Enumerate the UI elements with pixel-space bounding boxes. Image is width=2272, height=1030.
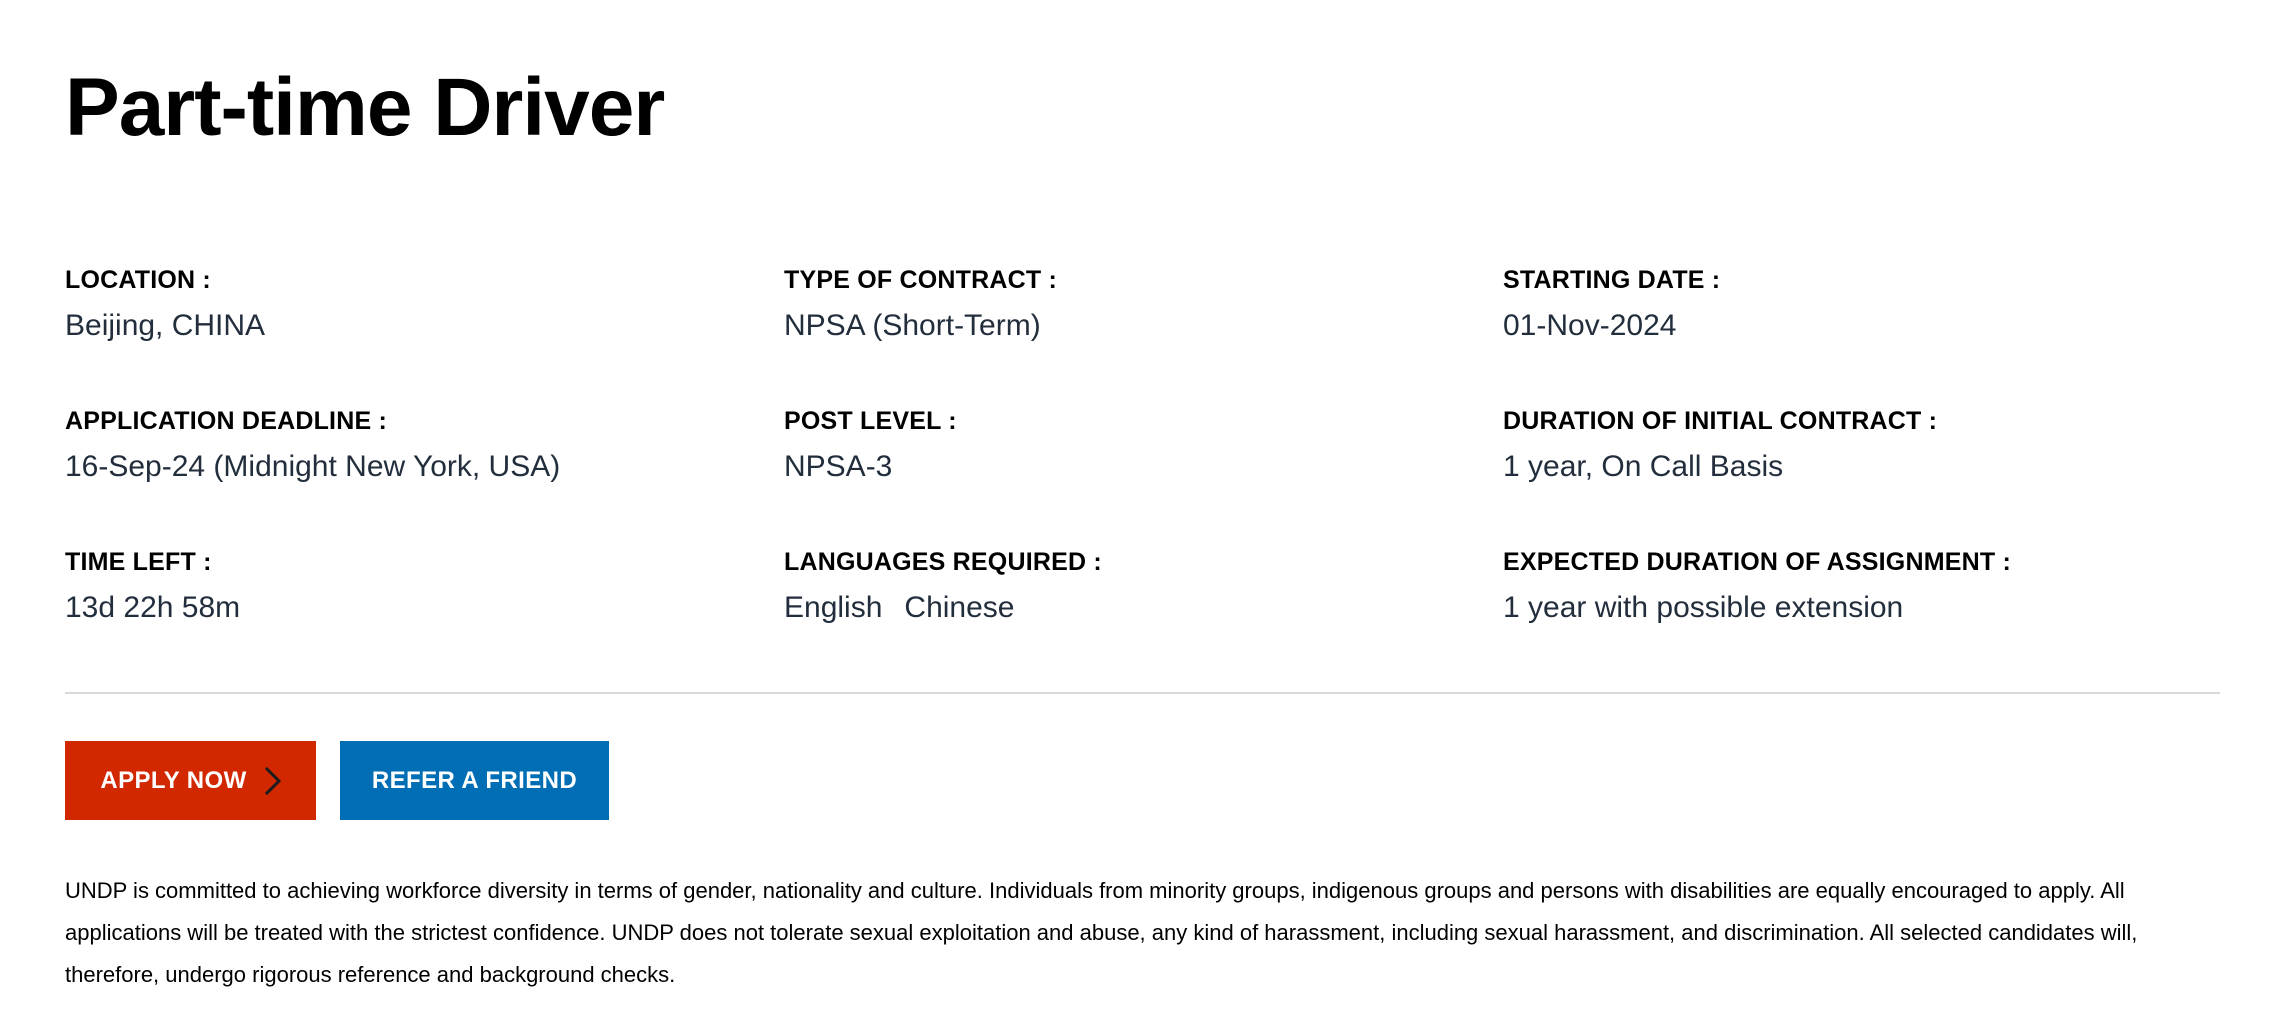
field-value: 16-Sep-24 (Midnight New York, USA)	[65, 450, 561, 483]
chevron-right-icon	[265, 767, 281, 795]
field-label: LANGUAGES REQUIRED :	[784, 548, 1102, 576]
field-value	[784, 589, 1464, 627]
field-location	[65, 265, 745, 345]
apply-now-button[interactable]	[65, 741, 316, 820]
field-label: TYPE OF CONTRACT :	[784, 266, 1058, 294]
field-label: TIME LEFT :	[65, 548, 212, 576]
field-label: LOCATION :	[65, 266, 211, 294]
field-label: STARTING DATE :	[1503, 266, 1721, 294]
field-post-level	[784, 406, 1464, 486]
field-value: 01-Nov-2024	[1503, 309, 1677, 342]
field-value: NPSA (Short-Term)	[784, 309, 1041, 342]
language-item: English	[784, 591, 883, 624]
field-initial-contract-duration	[1503, 406, 2183, 486]
refer-a-friend-button[interactable]	[340, 741, 609, 820]
field-starting-date	[1503, 265, 2183, 345]
field-time-left	[65, 547, 745, 627]
field-value: 13d 22h 58m	[65, 591, 241, 624]
field-label: EXPECTED DURATION OF ASSIGNMENT :	[1503, 548, 2012, 576]
field-value: Beijing, CHINA	[65, 309, 266, 342]
field-languages-required	[784, 547, 1464, 627]
field-contract-type	[784, 265, 1464, 345]
apply-now-label: APPLY NOW	[100, 766, 247, 794]
field-value: 1 year with possible extension	[1503, 591, 1904, 624]
section-divider	[65, 692, 2220, 694]
field-application-deadline	[65, 406, 745, 486]
field-value: 1 year, On Call Basis	[1503, 450, 1784, 483]
language-item: Chinese	[904, 591, 1015, 624]
field-label: APPLICATION DEADLINE :	[65, 407, 387, 435]
refer-a-friend-label: REFER A FRIEND	[371, 766, 578, 794]
field-value: NPSA-3	[784, 450, 893, 483]
field-label: POST LEVEL :	[784, 407, 957, 435]
diversity-disclaimer: UNDP is committed to achieving workforce diversity in terms of gender, nationality and culture. Individuals from minority groups, indigenous groups and persons with disabilities are equally encouraged to apply. All applications will be treated with the strictest confidence. UNDP does not tolerate sexual exploitation and abuse, any kind of harassment, including sexual harassment, and discrimination. All selected candidates will, therefore, undergo rigorous reference and background checks.	[65, 878, 2138, 987]
page-title: Part-time Driver	[65, 62, 665, 153]
field-assignment-duration	[1503, 547, 2183, 627]
field-label: DURATION OF INITIAL CONTRACT :	[1503, 407, 1938, 435]
